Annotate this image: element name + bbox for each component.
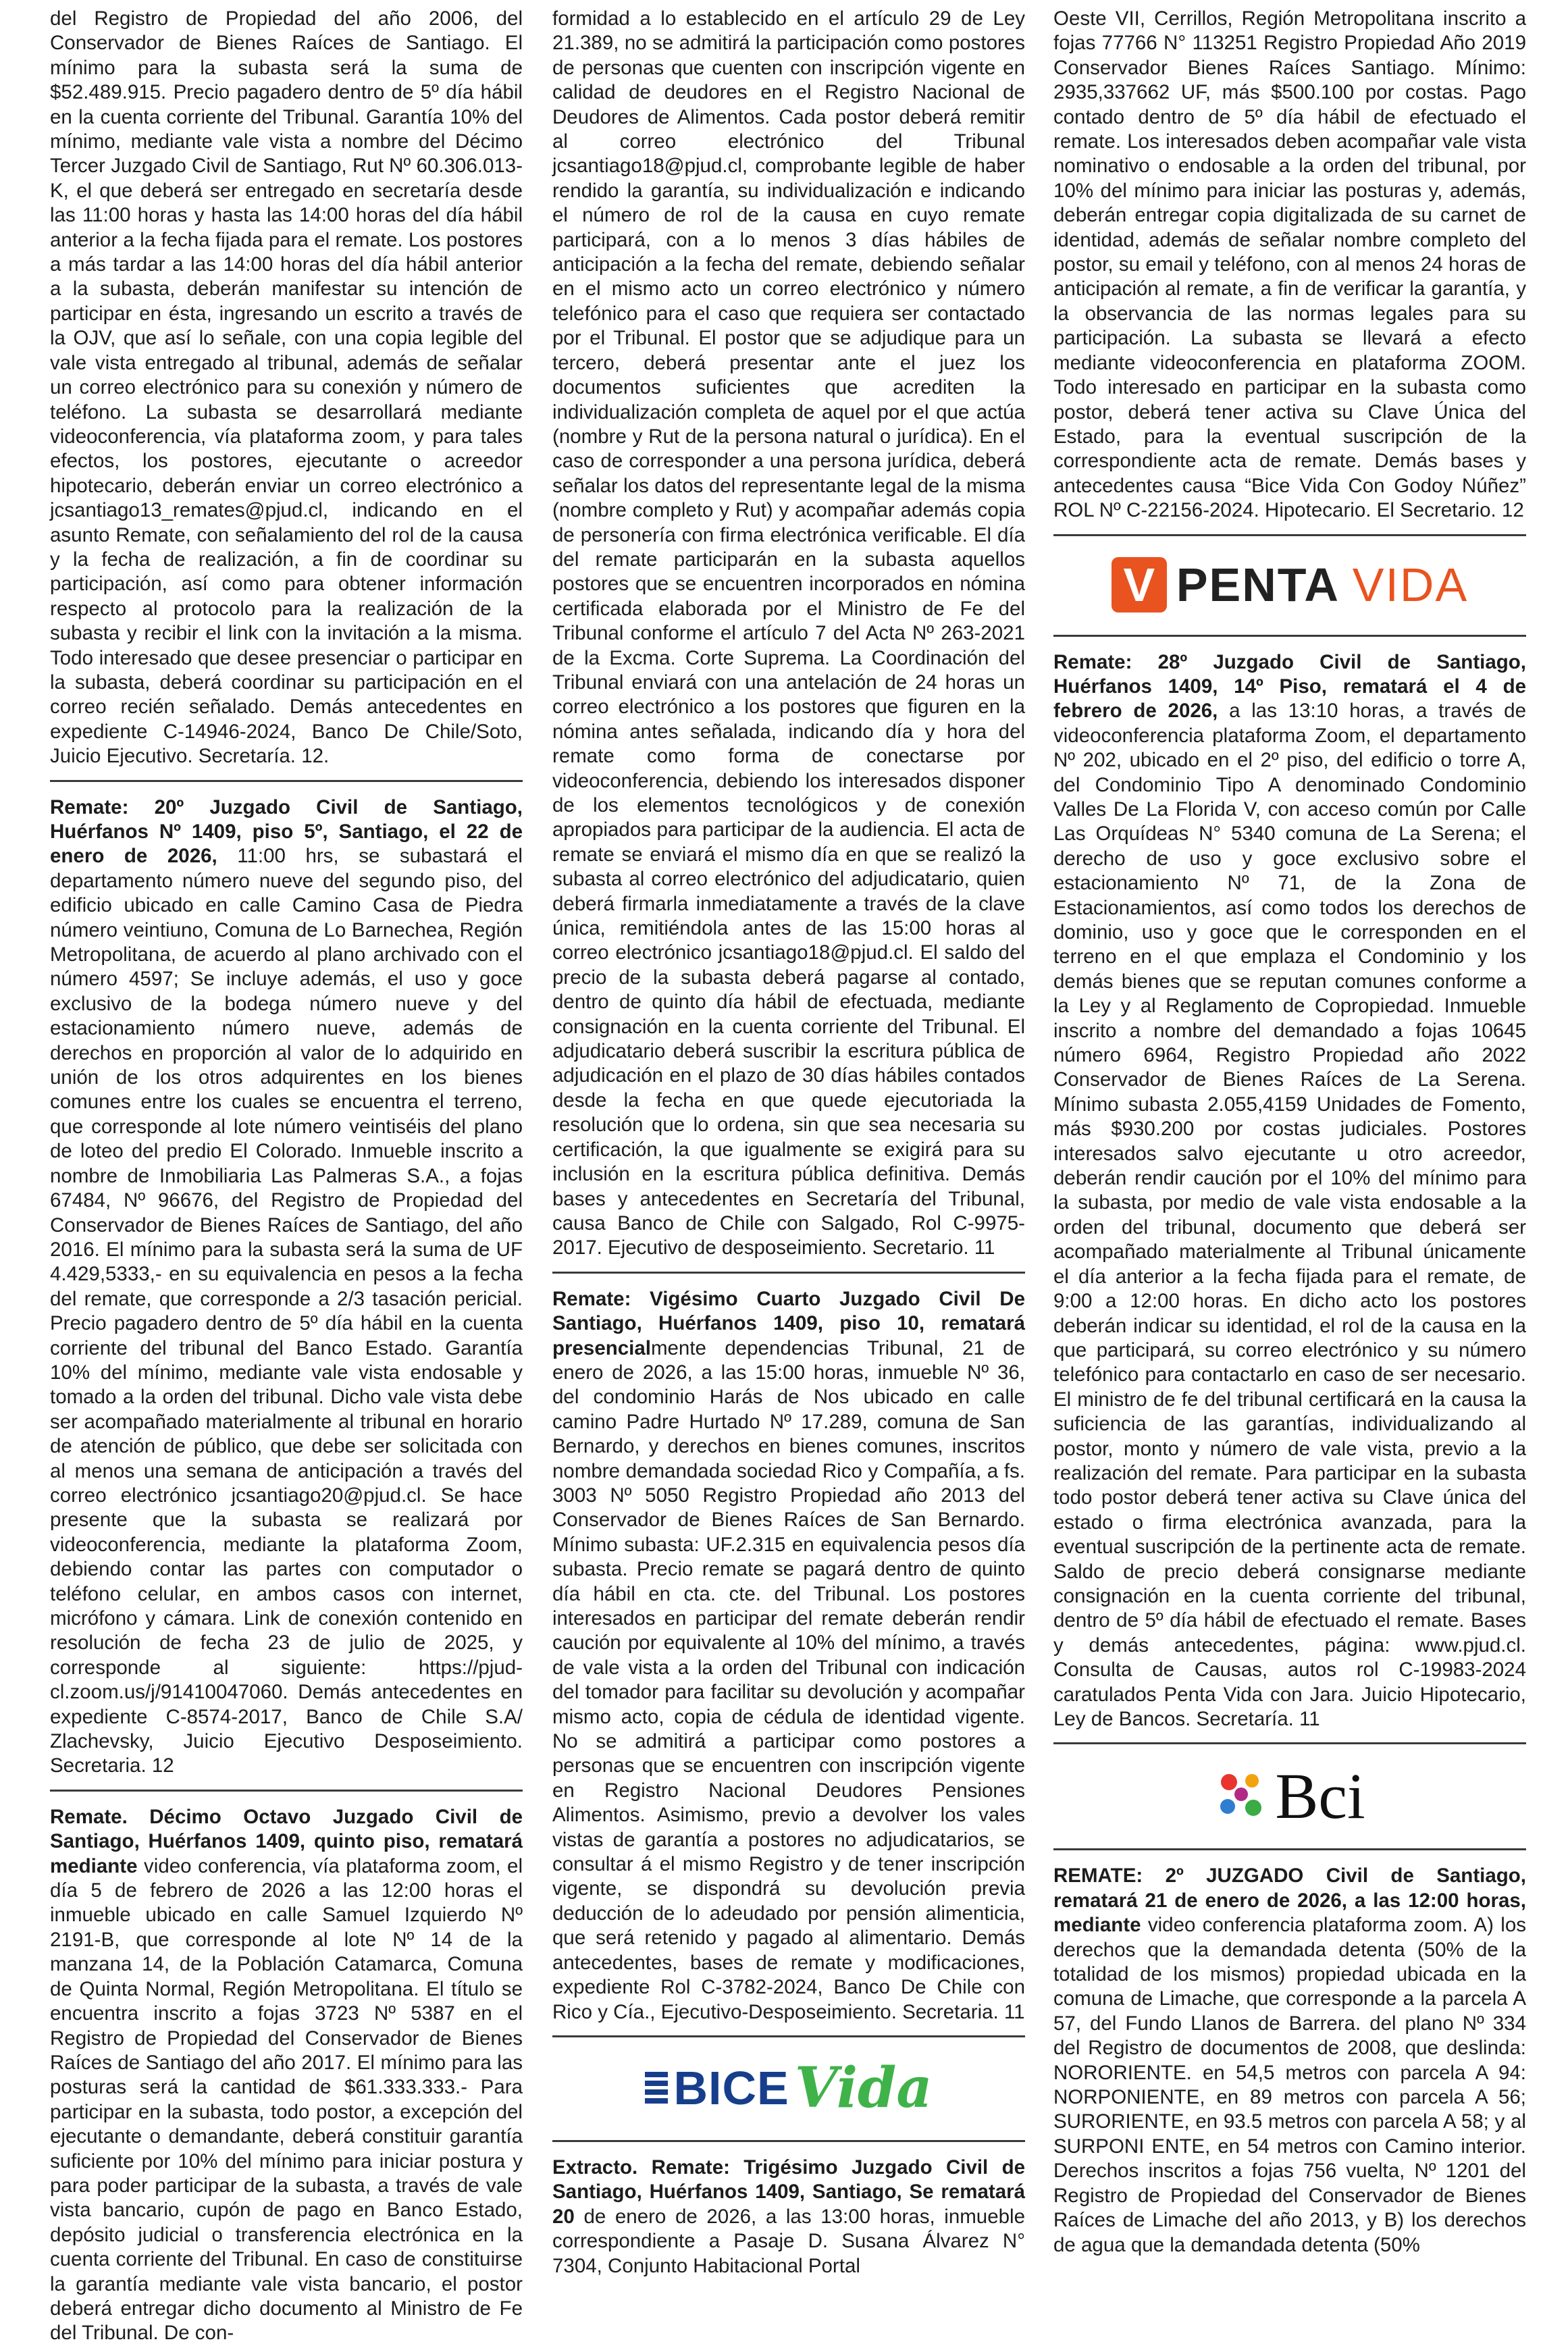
auction-notice (552, 1287, 1025, 2025)
divider (552, 2035, 1025, 2037)
notice-body: mente dependencias Tribunal, 21 de enero de 2026, a las 15:00 horas, inmueble Nº 36, del condominio Harás de Nos ubicado en calle camino Padre Hurtado Nº 17.289, comuna de San Bernardo, y derechos en bienes comunes, inscritos nombre demandada sociedad Rico y Compañía, a fs. 3003 Nº 5050 Registro Propiedad año 2013 del Conservador de Bienes Raíces de San Bernardo. Mínimo subasta: UF.2.315 en equivalencia pesos día subasta. Precio remate se pagará dentro de quinto día hábil en cta. cte. del Tribunal. Los postores interesados en participar del remate deberán rendir caución por equivalente al 10% del mínimo, a través de vale vista a la orden del Tribunal con indicación del tomador para facilitar su devolución y acompañar mismo acto, copia de cédula de identidad vigente. No se admitirá a participar como postores a personas que se encuentren con inscripción vigente en Registro Nacional Deudores Pensiones Alimentos. Asimismo, previo a devolver los vales vistas de garantía a postores no adjudicatarios, se consultar á el mismo Registro y de tener inscripción vigente, se dispondrá su devolución previa deducción de lo adeudado por pensión alimenticia, que será retenido y pagado al alimentario. Demás antecedentes, bases de remate y modificaciones, expediente Rol C-3782-2024, Banco De Chile con Rico y Cía., Ejecutivo-Desposeimiento. Secretaria. 11 (552, 1336, 1025, 2023)
auction-notice (552, 7, 1025, 1261)
column-middle (552, 7, 1025, 2277)
notice-heading: REMATE: 2º JUZGADO Civil de Santiago, rematará 21 de enero de 2026, a las 12:00 horas, mediante (1053, 1865, 1526, 1937)
divider (50, 1790, 523, 1792)
vida-wordmark: VIDA (1352, 558, 1469, 611)
notice-body: de enero de 2026, a las 13:00 horas, inmueble correspondiente a Pasaje D. Susana Álvarez N° 7304, Conjunto Habitacional Portal (552, 2205, 1025, 2277)
bice-bars-icon (645, 2072, 668, 2104)
auction-notice (552, 2156, 1025, 2278)
divider (1053, 1848, 1526, 1850)
divider (552, 2140, 1025, 2142)
penta-vida-logo (1053, 550, 1526, 620)
divider (552, 1272, 1025, 1274)
notice-heading: Remate: 28º Juzgado Civil de Santiago, Huérfanos 1409, 14º Piso, rematará el 4 de febrero de 2026, (1053, 650, 1526, 723)
divider (1053, 1742, 1526, 1744)
bice-wordmark: BICE (673, 2061, 789, 2114)
notice-heading: Remate: 20º Juzgado Civil de Santiago, Huérfanos Nº 1409, piso 5º, Santiago, el 22 de enero de 2026, (50, 796, 523, 868)
bci-star-icon (1214, 1769, 1268, 1823)
auction-notice (50, 796, 523, 1779)
divider (50, 780, 523, 782)
auction-notice (1053, 7, 1526, 523)
notice-heading: Remate. Décimo Octavo Juzgado Civil de Santiago, Huérfanos 1409, quinto piso, rematará mediante (50, 1805, 523, 1877)
notice-heading: Remate: Vigésimo Cuarto Juzgado Civil De Santiago, Huérfanos 1409, piso 10, rematará presencial (552, 1287, 1025, 1359)
auction-notice (50, 1805, 523, 2346)
notice-heading: Extracto. Remate: Trigésimo Juzgado Civil de Santiago, Huérfanos 1409, Santiago, Se rematará 20 (552, 2156, 1025, 2228)
notice-body: Oeste VII, Cerrillos, Región Metropolitana inscrito a fojas 77766 N° 113251 Registro Propiedad Año 2019 Conservador Bienes Raíces Santiago. Mínimo: 2935,337662 UF, más $500.100 por costas. Pago contado dentro de 5º día hábil de efectuado el remate. Los interesados deben acompañar vale vista nominativo o endosable a la orden del tribunal, por 10% del mínimo para iniciar las posturas y, además, deberán entregar copia digitalizada de su carnet de identidad, además de señalar nombre completo del postor, su email y teléfono, con al menos 24 horas de anticipación al remate, a fin de verificar la garantía, y la observancia de las normas legales para su participación. La subasta se llevará a efecto mediante videoconferencia en plataforma ZOOM. Todo interesado en participar en la subasta como postor, deberá tener activa su Clave Única del Estado, para la eventual suscripción de la correspondiente acta de remate. Demás bases y antecedentes causa “Bice Vida Con Godoy Núñez” ROL Nº C-22156-2024. Hipotecario. El Secretario. 12 (1053, 7, 1526, 522)
auction-notice (50, 7, 523, 769)
column-right (1053, 7, 1526, 2256)
notice-body: del Registro de Propiedad del año 2006, del Conservador de Bienes Raíces de Santiago. El mínimo para la subasta será la suma de $52.489.915. Precio pagadero dentro de 5º día hábil en la cuenta corriente del Tribunal. Garantía 10% del mínimo, mediante vale vista a nombre del Décimo Tercer Juzgado Civil de Santiago, Rut Nº 60.306.013-K, el que deberá ser entregado en secretaría desde las 11:00 horas y hasta las 14:00 horas del día hábil anterior a la fecha fijada para el remate. Los postores a más tardar a las 14:00 horas del día hábil anterior a la subasta, deberán manifestar su intención de participar en ésta, ingresando un escrito a través de la OJV, que así lo señale, con una copia legible del vale vista entregado al tribunal, además de señalar un correo electrónico para su conexión y número de teléfono. La subasta se desarrollará mediante videoconferencia, vía plataforma zoom, y para tales efectos, los postores, ejecutante o acreedor hipotecario, deberán enviar un correo electrónico a jcsantiago13_remates@pjud.cl, indicando en el asunto Remate, con señalamiento del rol de la causa y la fecha de realización, a fin de coordinar su participación, así como para obtener información respecto al protocolo para la realización de la subasta y recibir el link con la invitación a la misma. Todo interesado que desee presenciar o participar en la subasta, deberá coordinar su participación en el correo recién señalado. Demás antecedentes en expediente C-14946-2024, Banco De Chile/Soto, Juicio Ejecutivo. Secretaría. 12. (50, 7, 523, 768)
bci-wordmark: Bci (1275, 1759, 1365, 1832)
penta-v-icon: V (1112, 557, 1167, 612)
notice-body: 11:00 hrs, se subastará el departamento número nueve del segundo piso, del edificio ubicado en calle Camino Casa de Piedra número veintiuno, Comuna de Lo Barnechea, Región Metropolitana, de acuerdo al plano archivado con el número 4597; Se incluye además, el uso y goce exclusivo de la bodega número nueve y del estacionamiento número nueve, además de derechos en proporción al valor de lo adquirido en unión de los otros adquirentes en los bienes comunes entre los cuales se encuentra el terreno, que corresponde al lote número veintiséis del plano de loteo del predio El Colorado. Inmueble inscrito a nombre de Inmobiliaria Las Palmeras S.A., a fojas 67484, Nº 96676, del Registro de Propiedad del Conservador de Bienes Raíces de Santiago, del año 2016. El mínimo para la subasta será la suma de UF 4.429,5333,- en su equivalencia en pesos a la fecha del remate, que corresponde a 2/3 tasación pericial. Precio pagadero dentro de 5º día hábil en la cuenta corriente del tribunal del Banco Estado. Garantía 10% del mínimo, mediante vale vista endosable y tomado a la orden del tribunal. Dicho vale vista debe ser acompañado materialmente al tribunal en horario de atención de público, que debe ser solicitada con al menos una semana de anticipación a través del correo electrónico jcsantiago20@pjud.cl. Se hace presente que la subasta se realizará por videoconferencia, mediante la plataforma Zoom, debiendo contar las partes con computador o teléfono celular, en ambos casos con internet, micrófono y cámara. Link de conexión contenido en resolución de fecha 23 de julio de 2025, y corresponde al siguiente: https://pjud-cl.zoom.us/j/91410047060. Demás antecedentes en expediente C-8574-2017, Banco de Chile S.A/ Zlachevsky, Juicio Ejecutivo Desposeimiento. Secretaria. 12 (50, 845, 523, 1777)
auction-notice (1053, 650, 1526, 1732)
auction-notice (1053, 1864, 1526, 2258)
divider (1053, 534, 1526, 536)
notice-body: a las 13:10 horas, a través de videoconferencia plataforma Zoom, el departamento Nº 202, ubicado en el 2º piso, del edificio o torre A, del Condominio Tipo A denominado Condominio Valles De La Florida V, con acceso común por Calle Las Orquídeas N° 5340 comuna de La Serena; el derecho de uso y goce exclusivo sobre el estacionamiento Nº 71, de la Zona de Estacionamientos, así como todos los derechos de dominio, uso y goce que le corresponden en el terreno en el que emplaza el Condominio y los demás bienes que se reputan comunes conforme a la Ley y al Reglamento de Copropiedad. Inmueble inscrito a nombre del demandado a fojas 10645 número 6964, Registro Propiedad año 2022 Conservador de Bienes Raíces de La Serena. Mínimo subasta 2.055,4159 Unidades de Fomento, más $930.200 por costas judiciales. Postores interesados salvo ejecutante u otro acreedor, deberán rendir caución por el 10% del mínimo para la subasta, por medio de vale vista endosable a la orden del tribunal, documento que deberá ser acompañado materialmente al Tribunal únicamente el día anterior a la fecha fijada para el remate, de 9:00 a 12:00 horas. En dicho acto los postores deberán indicar su identidad, el rol de la causa en la que participará, su correo electrónico y su número telefónico para contactarlo en caso de ser necesario. El ministro de fe del tribunal certificará en la causa la suficiencia de las garantías, individualizando al postor, monto y número de vale vista, previo a la realización del remate. Para participar en la subasta todo postor deberá tener activa su Clave única del estado o firma electrónica avanzada, para la eventual suscripción de la pertinente acta de remate. Saldo de precio deberá consignarse mediante consignación en la cuenta corriente del tribunal, dentro de 5º día hábil de efectuado el remate. Bases y demás antecedentes, página: www.pjud.cl. Consulta de Causas, autos rol C-19983-2024 caratulados Penta Vida con Jara. Juicio Hipotecario, Ley de Bancos. Secretaría. 11 (1053, 700, 1526, 1730)
notice-body: video conferencia, vía plataforma zoom, el día 5 de febrero de 2026 a las 12:00 horas el inmueble ubicado en calle Samuel Izquierdo Nº 2191-B, que corresponde al lote Nº 14 de la manzana 14, de la Población Catamarca, Comuna de Quinta Normal, Región Metropolitana. El título se encuentra inscrito a fojas 3723 Nº 5387 en el Registro de Propiedad del Conservador de Bienes Raíces de Santiago del año 2017. El mínimo para las posturas será la cantidad de $61.333.333.- Para participar en la subasta, todo postor, a excepción del ejecutante o demandante, deberá constituir garantía suficiente por 10% del mínimo para iniciar postura y para poder participar de la subasta, a través de vale vista bancario, cupón de pago en Banco Estado, depósito judicial o transferencia electrónica en la cuenta corriente del Tribunal. En caso de constituirse la garantía mediante vale vista bancario, el postor deberá entregar dicho documento al Ministro de Fe del Tribunal. De con- (50, 1854, 523, 2345)
bice-vida-logo (552, 2051, 1025, 2125)
penta-wordmark: PENTA (1176, 558, 1338, 611)
bci-logo (1053, 1758, 1526, 1833)
vida-wordmark: Vida (794, 2055, 933, 2120)
divider (1053, 635, 1526, 637)
notice-body: formidad a lo establecido en el artículo 29 de Ley 21.389, no se admitirá la participación como postores de personas que cuenten con inscripción vigente en calidad de deudores en el Registro Nacional de Deudores de Alimentos. Cada postor deberá remitir al correo electrónico del Tribunal jcsantiago18@pjud.cl, comprobante legible de haber rendido la garantía, su individualización e indicando el número de rol de la causa en cuyo remate participará, con a lo menos 3 días hábiles de anticipación a la fecha del remate, debiendo señalar en el mismo acto un correo electrónico y número telefónico para el caso que requiera ser contactado por el Tribunal. El postor que se adjudique para un tercero, deberá presentar ante el juez los documentos suficientes que acrediten la individualización completa de aquel por el que actúa (nombre y Rut de la persona natural o jurídica). En el caso de corresponder a una persona jurídica, deberá señalar los datos del representante legal de la misma (nombre completo y Rut) y acompañar además copia de personería con firma electrónica verificable. El día del remate participarán en la subasta aquellos postores que se encuentren incorporados en nómina certificada elaborada por el Ministro de Fe del Tribunal conforme el artículo 7 del Acta Nº 263-2021 de la Excma. Corte Suprema. La Coordinación del Tribunal enviará con una antelación de 24 horas un correo electrónico a los postores que figuren en la nómina antes señalada, indicando día y hora del remate como forma de conectarse por videoconferencia, debiendo los interesados disponer de los elementos tecnológicos y de conexión apropiados para participar de la audiencia. El acta de remate se enviará el mismo día en que se realizó la subasta al correo electrónico del adjudicatario, quien deberá firmarla inmediatamente a través de la clave única, remitiéndola antes de las 15:00 horas al correo electrónico jcsantiago18@pjud.cl. El saldo del precio de la subasta deberá pagarse al contado, dentro de quinto día hábil de efectuada, mediante consignación en la cuenta corriente del Tribunal. El adjudicatario deberá suscribir la escritura pública de adjudicación en el plazo de 30 días hábiles contados desde la fecha en que quede ejecutoriada la resolución que lo ordena, sin que sea necesaria su certificación, la que igualmente se exigirá para su inclusión en la escritura pública definitiva. Demás bases y antecedentes en Secretaría del Tribunal, causa Banco de Chile con Salgado, Rol C-9975-2017. Ejecutivo de desposeimiento. Secretario. 11 (552, 7, 1025, 1259)
notice-body: video conferencia plataforma zoom. A) los derechos que la demandada detenta (50% de la totalidad de los mismos) propiedad ubicada en la comuna de Limache, que corresponde a la parcela A 57, del Fundo Llanos de Barrera. del plano Nº 334 del Registro de documentos de 2008, que deslinda: NORORIENTE. en 54,5 metros con parcela A 94: NORPONIENTE, en 89 metros con parcela A 56; SURORIENTE, en 93.5 metros con parcela A 58; y al SURPONI ENTE, en 54 metros con Camino interior. Derechos inscritos a fojas 756 vuelta, Nº 1201 del Registro de Propiedad del Conservador de Bienes Raíces de Limache del año 2013, y B) los derechos de agua que la demandada detenta (50% (1053, 1914, 1526, 2256)
column-left (50, 7, 523, 2345)
